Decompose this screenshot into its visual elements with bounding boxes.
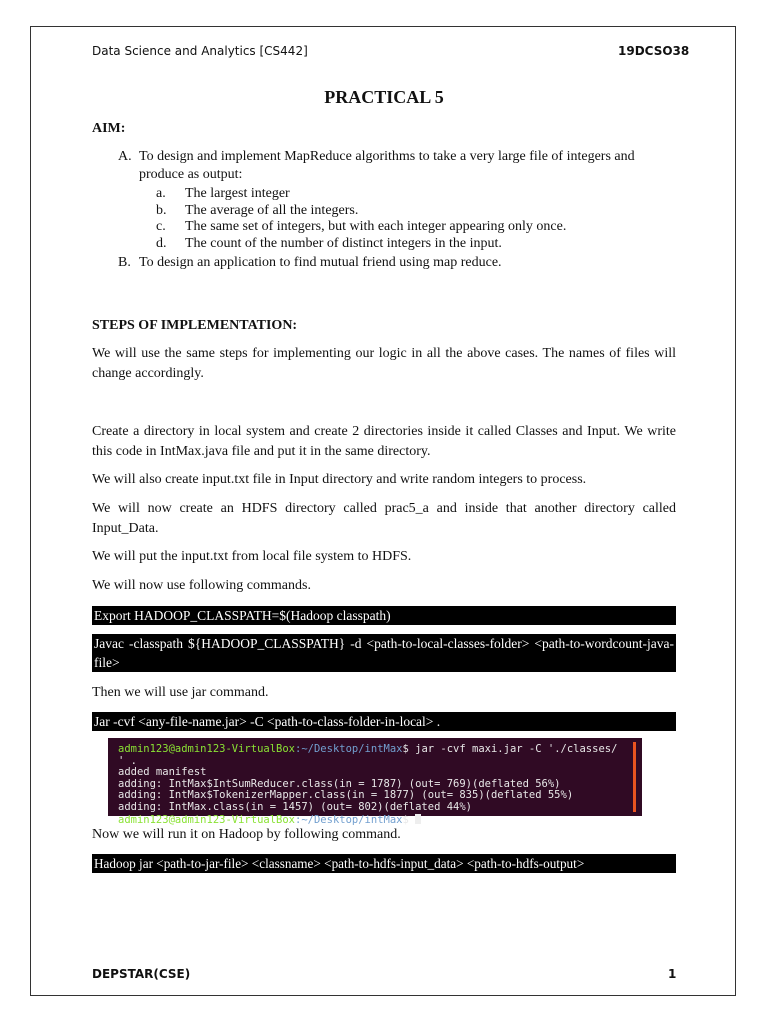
list-item [156, 203, 678, 220]
aim-item-a [118, 148, 678, 184]
paragraph-run-intro: Now we will run it on Hadoop by following command. [92, 827, 401, 842]
page-title: PRACTICAL 5 [324, 87, 444, 107]
command-export: Export HADOOP_CLASSPATH=$(Hadoop classpath) [92, 606, 676, 625]
paragraph-intro: We will use the same steps for implementing our logic in all the above cases. The names of files will change accordingly. [92, 346, 676, 381]
terminal-cursor-icon [415, 814, 421, 824]
header-course: Data Science and Analytics [CS442] [92, 44, 308, 58]
terminal-command: $ jar -cvf maxi.jar -C './classes/ [402, 743, 618, 755]
paragraph-create-directory: Create a directory in local system and create 2 directories inside it called Classes and Input. We write this code in IntMax.java file and put it in the same directory. [92, 424, 676, 459]
aim-item-text: To design an application to find mutual friend using map reduce. [139, 255, 502, 270]
terminal-screenshot [108, 738, 642, 826]
aim-sublist [156, 186, 678, 252]
list-item-marker: b. [156, 202, 167, 218]
header-student-id: 19DCSO38 [618, 44, 690, 58]
terminal-output-line: added manifest [118, 766, 207, 779]
paragraph-input-file: We will also create input.txt file in Input directory and write random integers to process. [92, 472, 587, 487]
list-item-text: The count of the number of distinct integers in the input. [185, 235, 502, 251]
list-item-text: The average of all the integers. [185, 202, 359, 218]
terminal-prompt-path: :~/Desktop/intMax [295, 743, 403, 755]
footer-page-number: 1 [668, 967, 677, 981]
list-item-marker: c. [156, 219, 166, 235]
terminal-output-line: adding: IntMax.class(in = 1457) (out= 802)(deflated 44%) [118, 800, 473, 813]
aim-heading: AIM: [92, 121, 126, 136]
terminal-prompt-user: admin123@admin123-VirtualBox [118, 743, 296, 755]
paragraph-commands-intro: We will now use following commands. [92, 578, 311, 593]
list-item-text: The same set of integers, but with each integer appearing only once. [185, 219, 567, 235]
aim-item-text: To design and implement MapReduce algorithms to take a very large file of integers and produce as output: [139, 149, 635, 182]
command-hadoop: Hadoop jar <path-to-jar-file> <classname> <path-to-hdfs-input_data> <path-to-hdfs-output> [92, 854, 676, 873]
aim-item-marker: A. [118, 149, 132, 164]
steps-heading: STEPS OF IMPLEMENTATION: [92, 318, 298, 333]
footer-department: DEPSTAR(CSE) [92, 967, 191, 981]
paragraph-put-file: We will put the input.txt from local file system to HDFS. [92, 549, 412, 564]
list-item [156, 186, 678, 203]
command-javac: Javac -classpath ${HADOOP_CLASSPATH} -d <path-to-local-classes-folder> <path-to-wordcount-java-file> [94, 636, 674, 670]
terminal-prompt-suffix: $ [402, 813, 416, 826]
terminal-prompt-user: admin123@admin123-VirtualBox [118, 813, 296, 826]
paragraph-jar-intro: Then we will use jar command. [92, 685, 269, 700]
terminal-prompt-path: :~/Desktop/intMax [295, 813, 403, 826]
list-item-text: The largest integer [185, 186, 290, 201]
terminal-command-cont: ' . [118, 754, 137, 767]
terminal-output-line: adding: IntMax$TokenizerMapper.class(in = 1877) (out= 835)(deflated 55%) [118, 789, 574, 802]
terminal-scrollbar [633, 742, 636, 812]
list-item [156, 236, 678, 253]
paragraph-hdfs-directory: We will now create an HDFS directory called prac5_a and inside that another directory called Input_Data. [92, 501, 676, 536]
aim-item-b [118, 255, 678, 271]
list-item [156, 219, 678, 236]
aim-list [118, 148, 678, 252]
list-item-marker: a. [156, 186, 166, 201]
list-item-marker: d. [156, 235, 167, 251]
aim-item-marker: B. [118, 255, 131, 270]
terminal-output-line: adding: IntMax$IntSumReducer.class(in = 1787) (out= 769)(deflated 56%) [118, 777, 561, 790]
command-jar: Jar -cvf <any-file-name.jar> -C <path-to-class-folder-in-local> . [92, 712, 676, 731]
